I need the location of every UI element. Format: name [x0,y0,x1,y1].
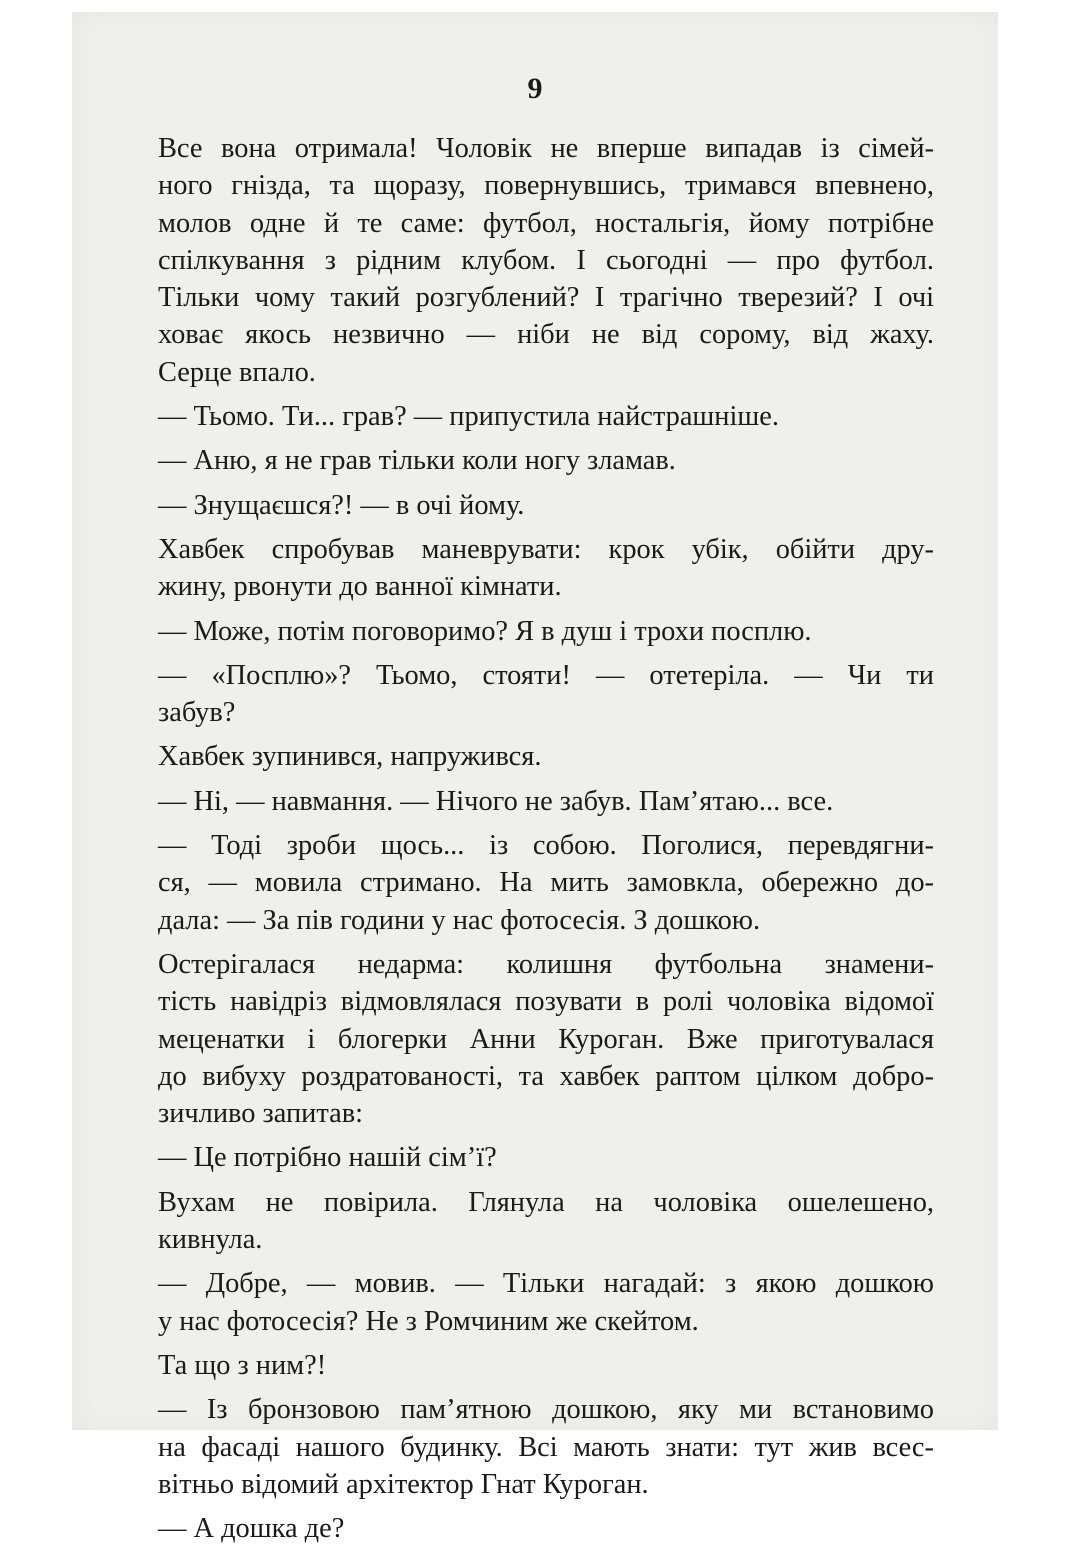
text-line: молов одне й те саме: футбол, ностальгія, йому потрібне [158,207,934,239]
paragraph [158,1391,934,1503]
paragraph [158,657,934,732]
text-line: жину, рвонути до ванної кімнати. [158,571,562,603]
text-line: Остерігалася недарма: колишня футбольна знамени- [158,948,934,980]
paragraph [158,1184,934,1259]
paragraph [158,398,934,435]
text-line: — Ні, — навмання. — Нічого не забув. Пам’ятаю... все. [158,785,834,817]
text-line: ся, — мовила стримано. На мить замовкла, обережно до- [158,867,934,899]
paragraph [158,738,934,775]
text-line: Хавбек спробував маневрувати: крок убік, обійти дру- [158,533,934,565]
paragraph [158,783,934,820]
text-line: забув? [158,697,236,729]
text-line: меценатки і блогерки Анни Куроган. Вже приготувалася [158,1023,934,1055]
text-line: Та що з ним?! [158,1349,327,1381]
text-line: Хавбек зупинився, напружився. [158,741,542,773]
paragraph [158,613,934,650]
text-line: — Знущаєшся?! — в очі йому. [158,489,525,521]
text-line: — Може, потім поговоримо? Я в душ і трохи посплю. [158,615,812,647]
page-number: 9 [527,72,543,105]
text-line: — А дошка де? [158,1513,345,1545]
text-line: зичливо запитав: [158,1098,364,1130]
text-line: спілкування з рідним клубом. І сьогодні — про футбол. [158,244,934,276]
paragraph [158,1139,934,1176]
text-line: дала: — За пів години у нас фотосесія. З дошкою. [158,904,761,936]
body-text [158,130,934,1547]
text-line: — Тоді зроби щось... із собою. Поголися, перевдягни- [158,830,934,862]
paragraph [158,1265,934,1340]
text-line: — Аню, я не грав тільки коли ногу зламав. [158,445,676,477]
text-line: — Із бронзовою пам’ятною дошкою, яку ми встановимо [158,1394,934,1426]
paragraph [158,1510,934,1547]
paragraph [158,487,934,524]
text-line: — «Посплю»? Тьомо, стояти! — отетеріла. — Чи ти [158,659,934,691]
paragraph [158,827,934,939]
text-line: у нас фотосесія? Не з Ромчиним же скейтом. [158,1305,699,1337]
paragraph [158,1347,934,1384]
text-line: Все вона отримала! Чоловік не вперше випадав із сімей- [158,133,934,164]
text-line: на фасаді нашого будинку. Всі мають знати: тут жив всес- [158,1431,934,1463]
text-line: тість навідріз відмовлялася позувати в ролі чоловіка відомої [158,986,934,1018]
text-line: — Добре, — мовив. — Тільки нагадай: з якою дошкою [158,1268,934,1300]
paragraph [158,946,934,1132]
text-line: ховає якось незвично — ніби не від сорому, від жаху. [158,319,934,351]
text-line: Серце впало. [158,356,316,388]
paragraph [158,442,934,479]
paragraph [158,531,934,606]
text-line: — Тьомо. Ти... грав? — припустила найстрашніше. [158,401,779,433]
text-line: кивнула. [158,1224,263,1256]
text-line: ного гнізда, та щоразу, повернувшись, тримався впевнено, [158,170,934,202]
text-line: Вухам не повірила. Глянула на чоловіка ошелешено, [158,1186,934,1218]
text-line: Тільки чому такий розгублений? І трагічно тверезий? І очі [158,282,934,314]
text-line: до вибуху роздратованості, та хавбек раптом цілком добро- [158,1060,934,1092]
text-line: — Це потрібно нашій сім’ї? [158,1142,497,1174]
paragraph [158,130,934,391]
book-page [72,12,998,1545]
text-line: вітньо відомий архітектор Гнат Куроган. [158,1468,649,1500]
